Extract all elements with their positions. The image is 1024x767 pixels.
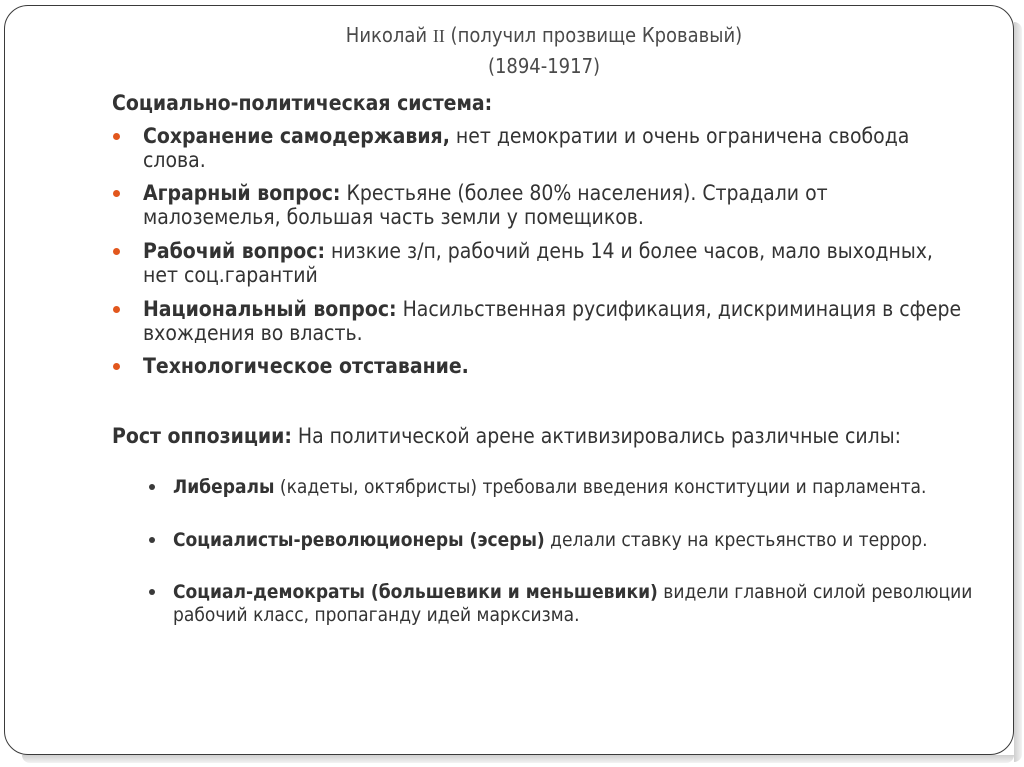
bullet-item-labor (143, 239, 963, 287)
sub-bullet-dot-icon (149, 484, 155, 490)
sub-bullet-dot-icon (149, 537, 155, 543)
title-roman-numeral: II (432, 26, 445, 46)
slide-frame (4, 5, 1014, 755)
section-opposition (112, 424, 982, 448)
bullet-item-autocracy (143, 124, 963, 172)
sub-item-social-democrats (173, 581, 973, 627)
bullet-dot-icon (113, 190, 120, 197)
sub-item-bold: Либералы (173, 476, 275, 498)
slide-title-line2: (1894-1917) (487, 54, 601, 78)
title-text-pre: Николай (345, 23, 433, 47)
bullet-text: Насильственная русификация, дискриминация в сфере вхождения во власть. (143, 297, 962, 345)
bullet-bold: Национальный вопрос: (143, 297, 397, 321)
slide-shadow-right (1014, 22, 1022, 762)
sub-item-liberals (173, 476, 973, 499)
bullet-text: низкие з/п, рабочий день 14 и более часов, мало выходных, нет соц.гарантий (143, 239, 933, 287)
slide-shadow-bottom (22, 755, 1014, 763)
bullet-dot-icon (113, 306, 120, 313)
section-heading-opposition: Рост оппозиции: (112, 424, 292, 448)
sub-item-text: делали ставку на крестьянство и террор. (544, 529, 928, 551)
sub-item-text: (кадеты, октябристы) требовали введения конституции и парламента. (274, 476, 927, 498)
sub-bullet-dot-icon (149, 589, 155, 595)
bullet-bold: Технологическое отставание. (143, 354, 469, 378)
bullet-text: Крестьяне (более 80% населения). Страдали от малоземелья, большая часть земли у помещиков. (143, 181, 828, 229)
section-heading-system: Социально-политическая система: (112, 91, 493, 115)
opposition-text: На политической арене активизировались различные силы: (291, 424, 902, 448)
bullet-item-agrarian (143, 181, 963, 229)
bullet-dot-icon (113, 248, 120, 255)
sub-item-bold: Социал-демократы (большевики и меньшевики) (173, 581, 658, 603)
bullet-bold: Аграрный вопрос: (143, 181, 341, 205)
sub-item-socialists (173, 529, 973, 552)
sub-item-text: видели главной силой революции рабочий класс, пропаганду идей марксизма. (173, 581, 973, 626)
bullet-dot-icon (113, 363, 120, 370)
bullet-item-technology (143, 354, 963, 378)
bullet-text: нет демократии и очень ограничена свобода слова. (143, 124, 910, 172)
bullet-bold: Рабочий вопрос: (143, 239, 326, 263)
bullet-bold: Сохранение самодержавия, (143, 124, 450, 148)
slide-title-line1 (200, 21, 888, 50)
title-text-post: (получил прозвище Кровавый) (444, 23, 743, 47)
bullet-dot-icon (113, 133, 120, 140)
bullet-item-national (143, 297, 963, 345)
sub-item-bold: Социалисты-революционеры (эсеры) (173, 529, 545, 551)
